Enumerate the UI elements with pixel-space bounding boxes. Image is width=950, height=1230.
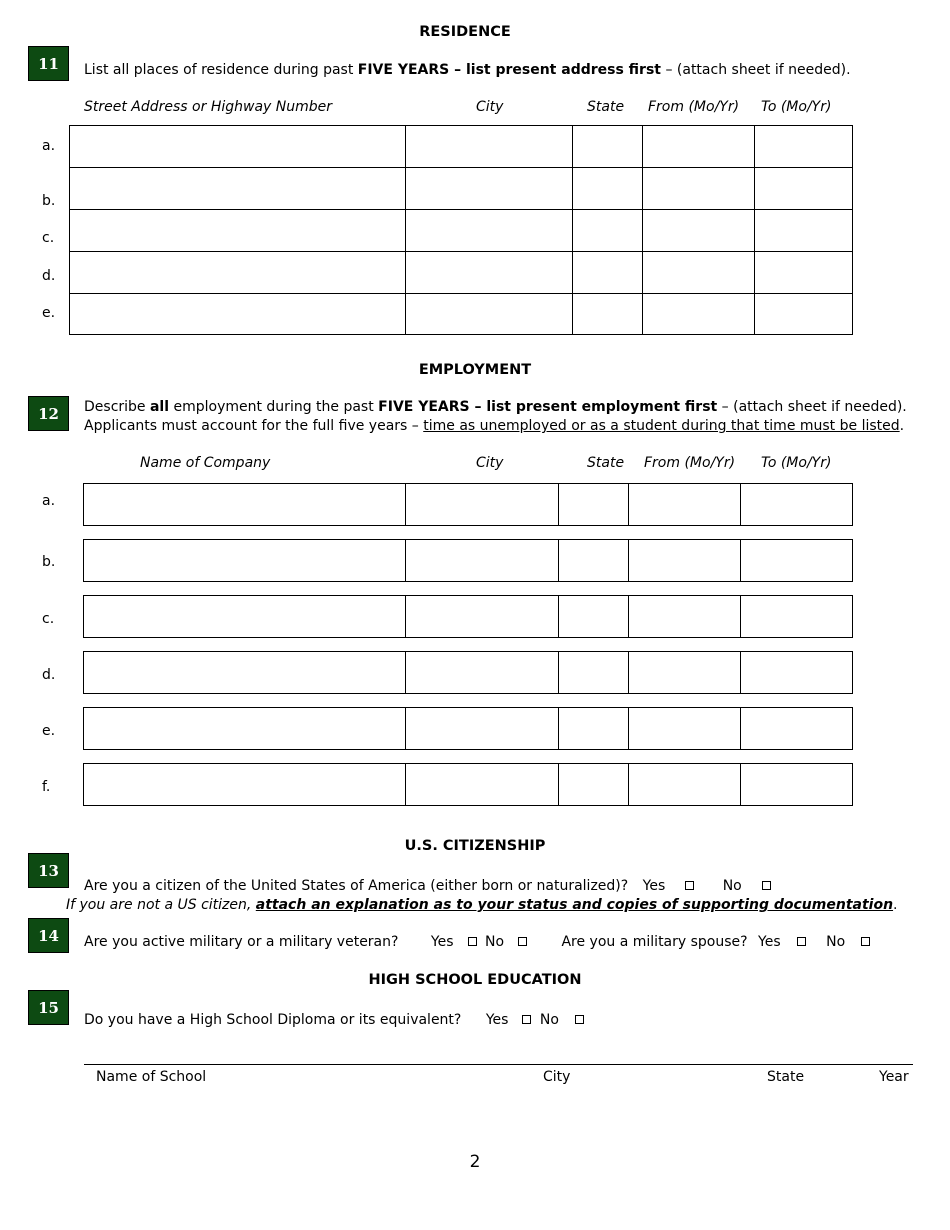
employment-to-input-d[interactable]	[740, 651, 853, 694]
employment-company-input-b[interactable]	[83, 539, 406, 582]
employment-from-input-a[interactable]	[628, 483, 741, 526]
section-number-13: 13	[28, 853, 69, 888]
section-number-15: 15	[28, 990, 69, 1025]
citizenship-yes-label: Yes	[642, 878, 666, 894]
employment-row-label: f.	[42, 779, 51, 795]
page-number: 2	[469, 1152, 481, 1172]
employment-to-input-e[interactable]	[740, 707, 853, 750]
education-yes-label: Yes	[485, 1012, 509, 1028]
employment-row-label: d.	[42, 667, 56, 683]
citizenship-note: If you are not a US citizen, attach an explanation as to your status and copies of supporting documentation.	[66, 897, 898, 913]
employment-from-input-e[interactable]	[628, 707, 741, 750]
citizenship-yes-checkbox[interactable]	[685, 881, 694, 890]
section-number-12: 12	[28, 396, 69, 431]
employment-from-input-d[interactable]	[628, 651, 741, 694]
employment-instruction-line2: Applicants must account for the full five years – time as unemployed or as a student during that time must be listed.	[84, 418, 905, 434]
employment-city-input-b[interactable]	[405, 539, 559, 582]
employment-col-from: From (Mo/Yr)	[644, 455, 736, 471]
employment-state-input-e[interactable]	[558, 707, 629, 750]
employment-city-input-a[interactable]	[405, 483, 559, 526]
education-yes-checkbox[interactable]	[522, 1015, 531, 1024]
residence-col-from: From (Mo/Yr)	[648, 99, 740, 115]
employment-heading: EMPLOYMENT	[418, 362, 532, 378]
school-name-label: Name of School	[96, 1069, 207, 1085]
residence-col-state: State	[587, 99, 625, 115]
employment-to-input-f[interactable]	[740, 763, 853, 806]
school-year-label: Year	[879, 1069, 909, 1085]
school-city-label: City	[543, 1069, 571, 1085]
residence-street-input-b[interactable]	[69, 168, 405, 209]
residence-street-input-a[interactable]	[69, 126, 405, 167]
employment-row-label: b.	[42, 554, 56, 570]
employment-city-input-d[interactable]	[405, 651, 559, 694]
employment-to-input-a[interactable]	[740, 483, 853, 526]
residence-street-input-e[interactable]	[69, 294, 405, 335]
military-veteran-no-label: No	[484, 934, 505, 950]
residence-heading: RESIDENCE	[419, 24, 511, 40]
section-number-14: 14	[28, 918, 69, 953]
employment-state-input-c[interactable]	[558, 595, 629, 638]
citizenship-heading: U.S. CITIZENSHIP	[404, 838, 546, 854]
education-question: Do you have a High School Diploma or its equivalent?	[84, 1012, 462, 1028]
employment-col-company: Name of Company	[140, 455, 271, 471]
education-heading: HIGH SCHOOL EDUCATION	[368, 972, 582, 988]
employment-from-input-c[interactable]	[628, 595, 741, 638]
employment-col-state: State	[587, 455, 625, 471]
employment-state-input-f[interactable]	[558, 763, 629, 806]
residence-street-input-d[interactable]	[69, 252, 405, 293]
employment-row-label: a.	[42, 493, 56, 509]
section-number-11: 11	[28, 46, 69, 81]
employment-company-input-a[interactable]	[83, 483, 406, 526]
employment-state-input-a[interactable]	[558, 483, 629, 526]
residence-row-label: c.	[42, 230, 55, 246]
employment-from-input-b[interactable]	[628, 539, 741, 582]
employment-instruction-line1: Describe all employment during the past FIVE YEARS – list present employment first – (attach sheet if needed).	[84, 399, 907, 415]
employment-state-input-b[interactable]	[558, 539, 629, 582]
employment-city-input-c[interactable]	[405, 595, 559, 638]
residence-col-street: Street Address or Highway Number	[84, 99, 333, 115]
citizenship-no-label: No	[722, 878, 742, 894]
education-question-row	[84, 1012, 588, 1028]
military-veteran-yes-label: Yes	[430, 934, 454, 950]
military-spouse-no-checkbox[interactable]	[861, 937, 870, 946]
employment-row-label: e.	[42, 723, 56, 739]
employment-city-input-f[interactable]	[405, 763, 559, 806]
military-spouse-yes-label: Yes	[758, 934, 781, 950]
residence-row-label: e.	[42, 305, 56, 321]
residence-col-city: City	[476, 99, 504, 115]
military-veteran-yes-checkbox[interactable]	[468, 937, 477, 946]
school-state-label: State	[767, 1069, 805, 1085]
employment-col-city: City	[476, 455, 504, 471]
employment-company-input-e[interactable]	[83, 707, 406, 750]
employment-row-label: c.	[42, 611, 55, 627]
residence-street-input-c[interactable]	[69, 210, 405, 251]
education-no-label: No	[539, 1012, 559, 1028]
school-signature-line[interactable]	[84, 1064, 913, 1065]
military-question-row	[84, 934, 874, 950]
employment-company-input-c[interactable]	[83, 595, 406, 638]
military-spouse-yes-checkbox[interactable]	[797, 937, 806, 946]
employment-city-input-e[interactable]	[405, 707, 559, 750]
education-no-checkbox[interactable]	[575, 1015, 584, 1024]
residence-row-label: d.	[42, 268, 56, 284]
citizenship-no-checkbox[interactable]	[762, 881, 771, 890]
employment-to-input-c[interactable]	[740, 595, 853, 638]
military-veteran-no-checkbox[interactable]	[518, 937, 527, 946]
employment-company-input-d[interactable]	[83, 651, 406, 694]
military-spouse-question: Are you a military spouse?	[561, 934, 748, 950]
citizenship-question: Are you a citizen of the United States of America (either born or naturalized)?	[84, 878, 629, 894]
employment-state-input-d[interactable]	[558, 651, 629, 694]
residence-instruction: List all places of residence during past FIVE YEARS – list present address first – (attach sheet if needed).	[84, 62, 851, 78]
employment-col-to: To (Mo/Yr)	[761, 455, 832, 471]
military-veteran-question: Are you active military or a military veteran?	[84, 934, 399, 950]
employment-to-input-b[interactable]	[740, 539, 853, 582]
employment-from-input-f[interactable]	[628, 763, 741, 806]
residence-row-label: a.	[42, 138, 56, 154]
military-spouse-no-label: No	[826, 934, 846, 950]
citizenship-question-row	[84, 878, 775, 894]
employment-company-input-f[interactable]	[83, 763, 406, 806]
residence-row-label: b.	[42, 193, 56, 209]
residence-col-to: To (Mo/Yr)	[761, 99, 832, 115]
